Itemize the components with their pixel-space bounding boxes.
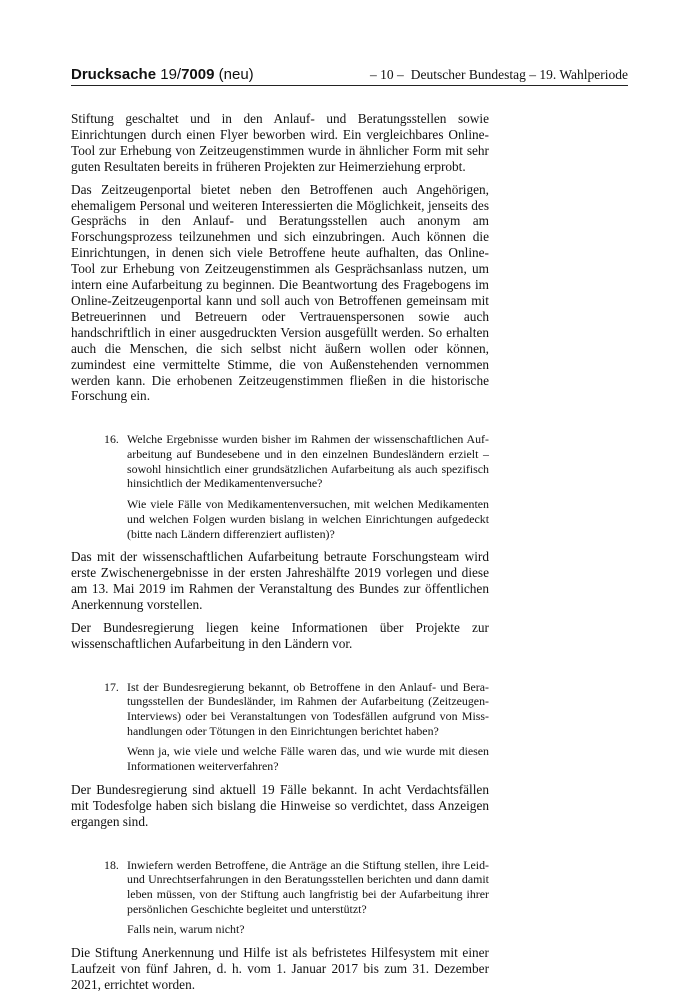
answer-paragraph: Die Stiftung Anerkennung und Hilfe ist als befristetes Hilfesystem mit einer Laufzeit von fünf Jahren, d. h. vom 1. Januar 2017 bis zum 31. Dezember 2021, errichtet worden. bbox=[71, 945, 489, 992]
question-number: 17. bbox=[104, 679, 119, 694]
question-followup: Falls nein, warum nicht? bbox=[127, 922, 245, 937]
paragraph: Stiftung geschaltet und in den Anlauf- und Beratungsstellen sowie Einrichtungen durch einen Flyer beworben wird. Ein vergleichbares Online-Tool zur Erhebung von Zeitzeugenstimmen wurde in ähnlicher Form mit sehr guten Resultaten bereits in früheren Projekten zur Heimerziehung erprobt. bbox=[71, 111, 489, 174]
question-number: 18. bbox=[104, 857, 119, 872]
question-followup: Wie viele Fälle von Medikamentenversuchen, mit welchen Medikamenten und welchen Folgen wurden bislang in welchen Einrichtungen aufgedeckt (bitte nach Ländern differenziert auflisten)? bbox=[127, 497, 489, 541]
institution-label: Deutscher Bundestag – 19. Wahlperiode bbox=[410, 67, 628, 82]
answer-paragraph: Der Bundesregierung sind aktuell 19 Fälle bekannt. In acht Verdachtsfällen mit Todesfolge haben sich bislang die Hinweise so verdichtet, dass Anzeigen ergangen sind. bbox=[71, 781, 489, 829]
page-header bbox=[71, 63, 628, 86]
doc-suffix: (neu) bbox=[218, 66, 254, 83]
document-number bbox=[71, 66, 254, 83]
question-text: Ist der Bundesregierung bekannt, ob Betroffene in den Anlauf- und Beratungsstellen der Bundesländer, im Rahmen der Aufarbeitung (Zeitzeugen-Interviews) oder bei Veranstaltungen von Todesfällen aufgrund von Misshandlungen oder Tötungen in den Einrichtungen berichtet haben? bbox=[127, 679, 489, 738]
doc-label: Drucksache bbox=[71, 66, 157, 83]
question-17 bbox=[71, 680, 489, 774]
page-number: – 10 – bbox=[370, 67, 404, 82]
doc-number-prefix: 19/ bbox=[160, 66, 182, 83]
doc-number-main: 7009 bbox=[181, 66, 215, 83]
question-followup: Wenn ja, wie viele und welche Fälle waren das, und wie wurde mit diesen Informationen weiterverfahren? bbox=[127, 744, 489, 774]
document-body bbox=[71, 111, 489, 1000]
question-18 bbox=[71, 858, 489, 938]
question-number: 16. bbox=[104, 432, 119, 447]
answer-paragraph: Das mit der wissenschaftlichen Aufarbeitung betraute Forschungsteam wird erste Zwischenergebnisse in der ersten Jahreshälfte 2019 vorlegen und diese am 13. Mai 2019 im Rahmen der Veranstaltung des Bundes zur öffentlichen Anerkennung vorstellen. bbox=[71, 549, 489, 612]
question-16 bbox=[71, 432, 489, 541]
question-text: Inwiefern werden Betroffene, die Anträge an die Stiftung stellen, ihre Leid- und Unrechtserfahrungen in den Beratungsstellen berichten und dann damit leben müssen, von der Stiftung auch langfristig bei der Aufarbeitung ihrer persönlichen Geschichte begleitet und unterstützt? bbox=[127, 857, 489, 916]
paragraph: Das Zeitzeugenportal bietet neben den Betroffenen auch Angehörigen, ehemaligem Personal und weiteren Interessierten die Möglichkeit, jenseits des Gesprächs in den Anlauf- und Beratungsstellen auch anonym am Forschungsprozess teilzunehmen und sich einzubringen. Auch können die Einrichtungen, in denen sich viele Betroffene heute aufhalten, das Online-Tool zur Erhebung von Zeitzeugenstimmen als Gesprächsanlass nutzen, um intern eine Aufarbeitung zu beginnen. Die Beantwortung des Fragebogens im Online-Zeitzeugenportal kann und soll auch von Betroffenen gemeinsam mit Betreuerinnen und Betreuern oder Vertrauenspersonen sowie auch handschriftlich in einer ausgedruckten Version ausgefüllt werden. So erhalten auch die Menschen, die sich selbst nicht äußern wollen oder können, zumindest eine vermittelte Stimme, die von Außenstehenden vernommen werden kann. Die erhobenen Zeitzeugenstimmen fließen in die historische Forschung ein. bbox=[71, 181, 489, 404]
answer-paragraph: Der Bundesregierung liegen keine Informationen über Projekte zur wissenschaftlichen Aufarbeitung in den Ländern vor. bbox=[71, 619, 489, 651]
question-text: Welche Ergebnisse wurden bisher im Rahmen der wissenschaftlichen Aufarbeitung auf Bundesebene und in den einzelnen Bundesländern erzielt – sowohl hinsichtlich einer grundsätzlichen Aufarbeitung als auch spezifisch hinsichtlich der Medikamentenversuche? bbox=[127, 432, 489, 491]
